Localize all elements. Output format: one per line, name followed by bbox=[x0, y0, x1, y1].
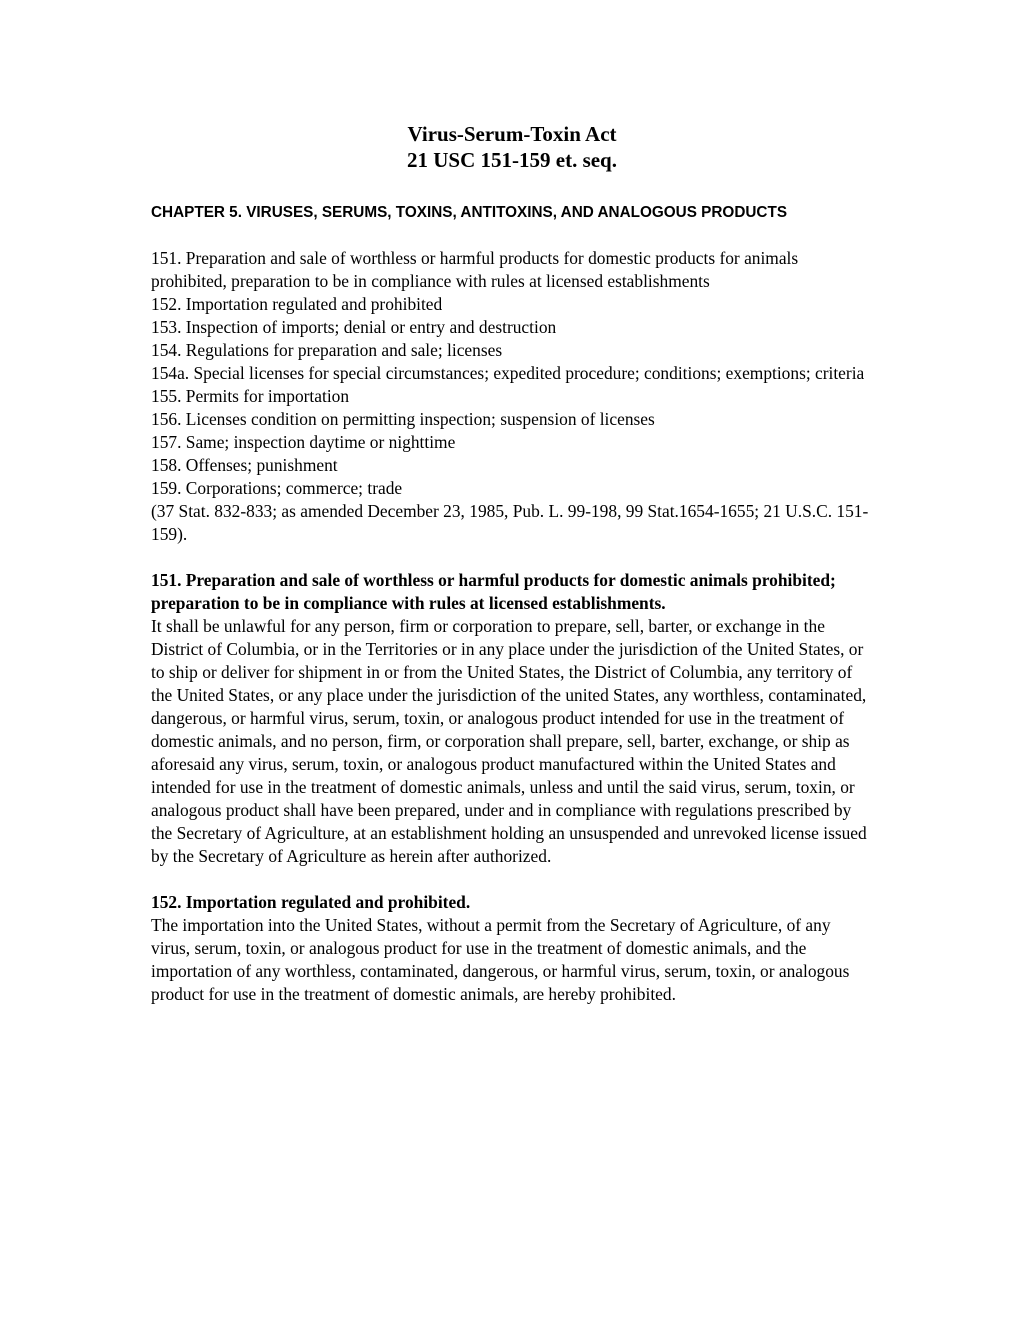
toc-item: 153. Inspection of imports; denial or entry and destruction bbox=[151, 317, 557, 337]
toc-item: 156. Licenses condition on permitting inspection; suspension of licenses bbox=[151, 409, 655, 429]
toc-item: 151. Preparation and sale of worthless or harmful products for domestic products for animals prohibited, preparation to be in compliance with rules at licensed establishments bbox=[151, 248, 799, 291]
section-body: It shall be unlawful for any person, firm or corporation to prepare, sell, barter, or exchange in the District of Columbia, or in the Territories or in any place under the jurisdiction of the United States, or to ship or deliver for shipment in or from the United States, the District of Columbia, any territory of the United States, or any place under the jurisdiction of the united States, any worthless, contaminated, dangerous, or harmful virus, serum, toxin, or analogous product intended for use in the treatment of domestic animals, and no person, firm, or corporation shall prepare, sell, barter, exchange, or ship as aforesaid any virus, serum, toxin, or analogous product manufactured within the United States and intended for use in the treatment of domestic animals, unless and until the said virus, serum, toxin, or analogous product shall have been prepared, under and in compliance with regulations prescribed by the Secretary of Agriculture, at an establishment holding an unsuspended and unrevoked license issued by the Secretary of Agriculture as herein after authorized. bbox=[151, 616, 867, 866]
toc-citation: (37 Stat. 832-833; as amended December 23, 1985, Pub. L. 99-198, 99 Stat.1654-1655; 21 U.S.C. 151-159). bbox=[151, 501, 869, 544]
table-of-contents bbox=[151, 247, 871, 546]
toc-item: 154. Regulations for preparation and sale; licenses bbox=[151, 340, 503, 360]
toc-item: 154a. Special licenses for special circumstances; expedited procedure; conditions; exemptions; criteria bbox=[151, 363, 865, 383]
document-title: Virus-Serum-Toxin Act bbox=[407, 122, 617, 146]
section-heading: 151. Preparation and sale of worthless or harmful products for domestic animals prohibited; preparation to be in compliance with rules at licensed establishments. bbox=[151, 570, 836, 613]
toc-item: 152. Importation regulated and prohibited bbox=[151, 294, 443, 314]
section-152 bbox=[151, 891, 871, 1006]
toc-item: 157. Same; inspection daytime or nighttime bbox=[151, 432, 456, 452]
toc-item: 158. Offenses; punishment bbox=[151, 455, 338, 475]
document-page bbox=[151, 121, 871, 1029]
document-subtitle: 21 USC 151-159 et. seq. bbox=[407, 148, 617, 172]
toc-item: 155. Permits for importation bbox=[151, 386, 350, 406]
title-block bbox=[151, 121, 871, 173]
section-151 bbox=[151, 569, 871, 868]
chapter-heading: CHAPTER 5. VIRUSES, SERUMS, TOXINS, ANTITOXINS, AND ANALOGOUS PRODUCTS bbox=[151, 204, 788, 221]
toc-item: 159. Corporations; commerce; trade bbox=[151, 478, 403, 498]
section-body: The importation into the United States, without a permit from the Secretary of Agriculture, of any virus, serum, toxin, or analogous product for use in the treatment of domestic animals, and the importation of any worthless, contaminated, dangerous, or harmful virus, serum, toxin, or analogous product for use in the treatment of domestic animals, are hereby prohibited. bbox=[151, 915, 850, 1004]
section-heading: 152. Importation regulated and prohibited. bbox=[151, 892, 471, 912]
